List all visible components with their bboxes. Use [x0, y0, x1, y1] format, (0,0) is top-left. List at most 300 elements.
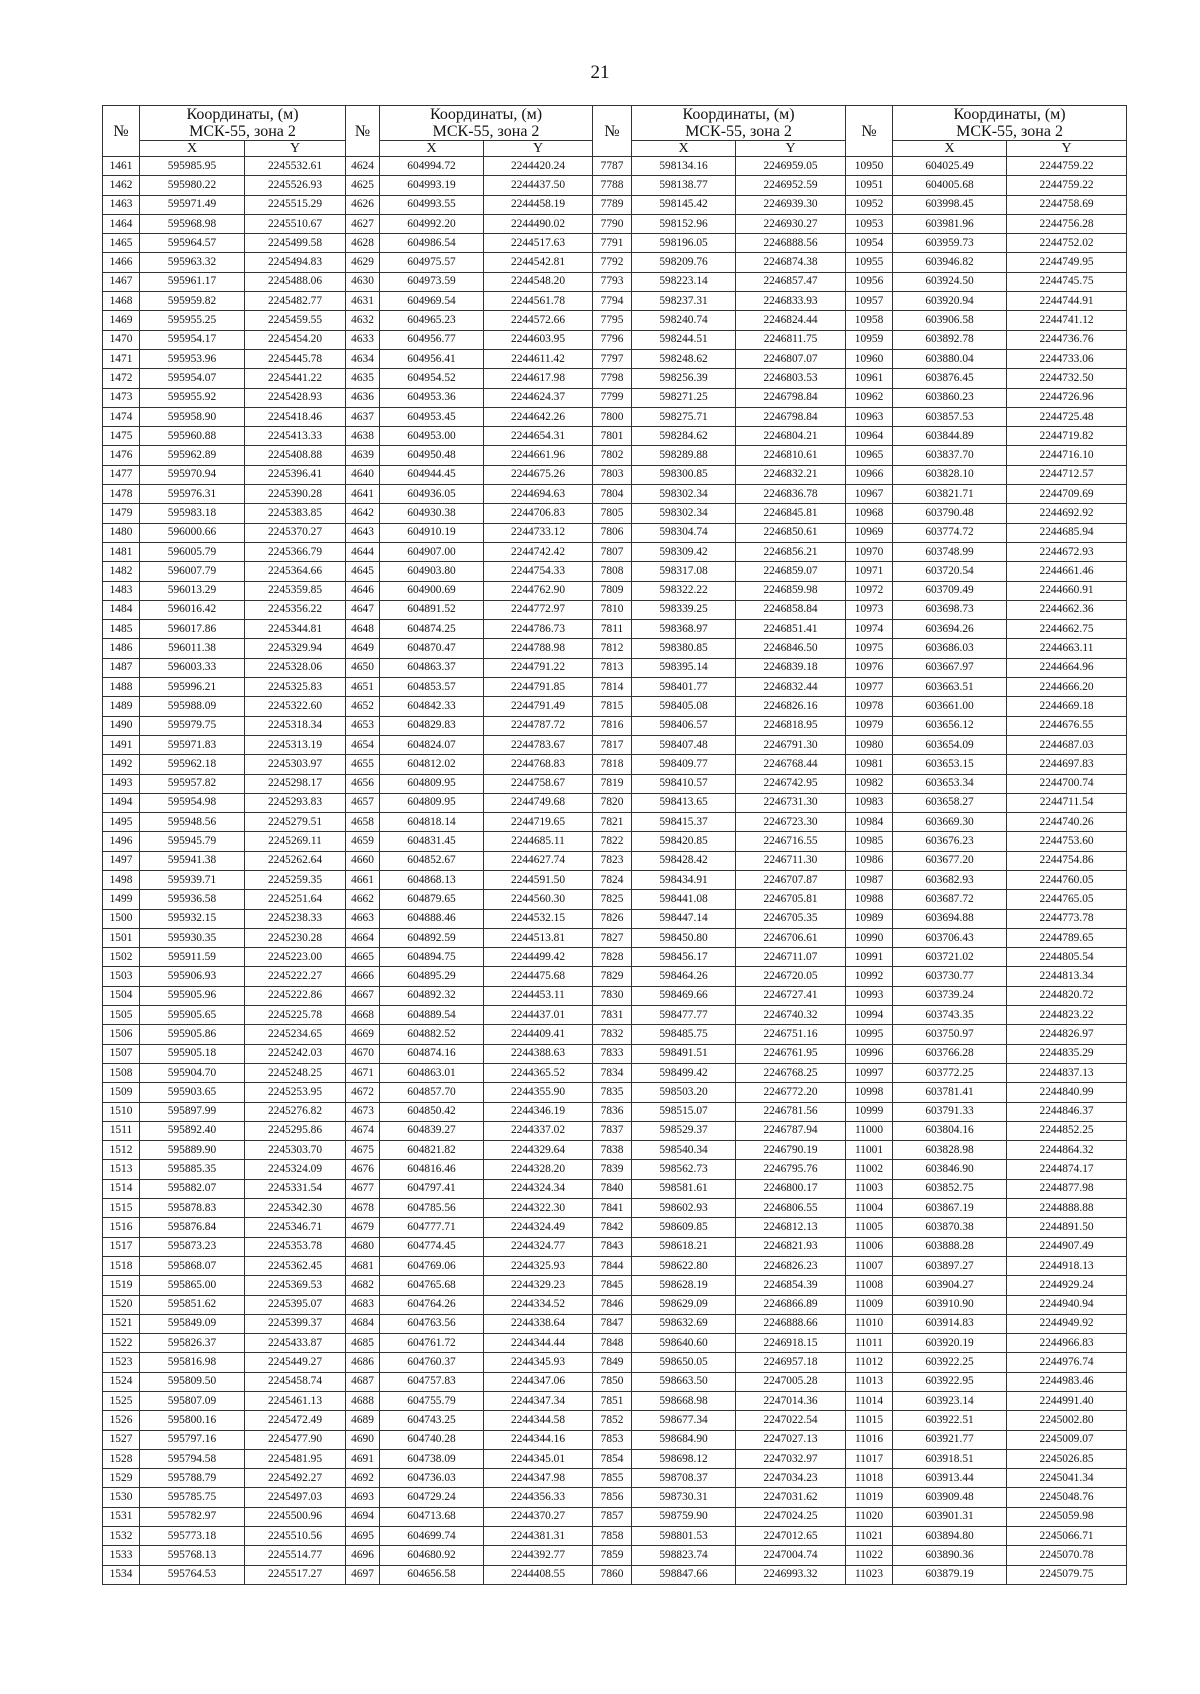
coord-x: 598244.51 — [632, 330, 736, 349]
point-number: 7808 — [593, 562, 632, 581]
coord-y: 2244733.12 — [484, 523, 593, 542]
coord-y: 2246959.05 — [736, 157, 846, 176]
coord-y: 2244772.97 — [484, 600, 593, 619]
coord-x: 595971.83 — [140, 735, 245, 754]
coord-y: 2244370.27 — [484, 1507, 593, 1526]
coord-y: 2245517.27 — [245, 1565, 346, 1584]
coord-y: 2244324.49 — [484, 1218, 593, 1237]
coord-y: 2246857.47 — [736, 272, 846, 291]
coord-x: 598847.66 — [632, 1565, 736, 1584]
coord-y: 2244759.22 — [1007, 176, 1127, 195]
point-number: 1496 — [103, 832, 140, 851]
coord-y: 2244355.90 — [484, 1083, 593, 1102]
coord-y: 2244725.48 — [1007, 407, 1127, 426]
coord-x: 603922.95 — [893, 1372, 1007, 1391]
coord-y: 2245500.96 — [245, 1507, 346, 1526]
coord-x: 595911.59 — [140, 948, 245, 967]
coord-y: 2244662.36 — [1007, 600, 1127, 619]
point-number: 11008 — [846, 1276, 893, 1295]
table-row — [103, 755, 1127, 774]
coord-x: 595985.95 — [140, 157, 245, 176]
coord-y: 2245293.83 — [245, 793, 346, 812]
coord-x: 598469.66 — [632, 986, 736, 1005]
coord-x: 598407.48 — [632, 735, 736, 754]
coord-x: 603739.24 — [893, 986, 1007, 1005]
point-number: 10982 — [846, 774, 893, 793]
point-number: 10990 — [846, 928, 893, 947]
point-number: 7829 — [593, 967, 632, 986]
coord-y: 2244709.69 — [1007, 485, 1127, 504]
coord-y: 2246930.27 — [736, 214, 846, 233]
point-number: 1481 — [103, 542, 140, 561]
point-number: 1503 — [103, 967, 140, 986]
coord-y: 2245298.17 — [245, 774, 346, 793]
coord-x: 603913.44 — [893, 1469, 1007, 1488]
table-row — [103, 485, 1127, 504]
coord-y: 2247024.25 — [736, 1507, 846, 1526]
coord-x: 604953.00 — [380, 427, 484, 446]
coord-y: 2244733.06 — [1007, 349, 1127, 368]
coord-x: 595882.07 — [140, 1179, 245, 1198]
coord-y: 2244768.83 — [484, 755, 593, 774]
coord-y: 2245222.27 — [245, 967, 346, 986]
point-number: 1521 — [103, 1314, 140, 1333]
point-number: 1465 — [103, 234, 140, 253]
coord-x: 598823.74 — [632, 1546, 736, 1565]
table-row — [103, 1488, 1127, 1507]
point-number: 4686 — [346, 1353, 380, 1372]
point-number: 7812 — [593, 639, 632, 658]
point-number: 4641 — [346, 485, 380, 504]
table-row — [103, 890, 1127, 909]
coord-x: 598684.90 — [632, 1430, 736, 1449]
coord-x: 603918.51 — [893, 1449, 1007, 1468]
point-number: 7825 — [593, 890, 632, 909]
coord-y: 2244591.50 — [484, 870, 593, 889]
coord-x: 604777.71 — [380, 1218, 484, 1237]
coord-x: 603828.10 — [893, 465, 1007, 484]
point-number: 4672 — [346, 1083, 380, 1102]
table-row — [103, 600, 1127, 619]
point-number: 7813 — [593, 658, 632, 677]
coord-x: 603852.75 — [893, 1179, 1007, 1198]
coord-y: 2244381.31 — [484, 1527, 593, 1546]
coord-x: 604969.54 — [380, 292, 484, 311]
point-number: 1471 — [103, 349, 140, 368]
table-row — [103, 1044, 1127, 1063]
coord-x: 604986.54 — [380, 234, 484, 253]
table-row — [103, 1160, 1127, 1179]
coord-x: 598401.77 — [632, 678, 736, 697]
point-number: 4651 — [346, 678, 380, 697]
point-number: 10988 — [846, 890, 893, 909]
coord-y: 2244740.26 — [1007, 813, 1127, 832]
point-number: 1519 — [103, 1276, 140, 1295]
coord-y: 2247005.28 — [736, 1372, 846, 1391]
point-number: 1492 — [103, 755, 140, 774]
coords-header — [893, 106, 1127, 141]
coord-y: 2245433.87 — [245, 1334, 346, 1353]
point-number: 4624 — [346, 157, 380, 176]
point-number: 4669 — [346, 1025, 380, 1044]
coord-x: 598618.21 — [632, 1237, 736, 1256]
coord-x: 604907.00 — [380, 542, 484, 561]
point-number: 10973 — [846, 600, 893, 619]
coord-x: 595980.22 — [140, 176, 245, 195]
coord-x: 595963.32 — [140, 253, 245, 272]
coord-x: 604831.45 — [380, 832, 484, 851]
coord-y: 2246833.93 — [736, 292, 846, 311]
coord-y: 2245276.82 — [245, 1102, 346, 1121]
point-number: 7828 — [593, 948, 632, 967]
point-number: 4680 — [346, 1237, 380, 1256]
coord-y: 2244949.92 — [1007, 1314, 1127, 1333]
coord-x: 604769.06 — [380, 1256, 484, 1275]
point-number: 1506 — [103, 1025, 140, 1044]
table-row — [103, 292, 1127, 311]
coord-y: 2244347.06 — [484, 1372, 593, 1391]
coord-y: 2244786.73 — [484, 620, 593, 639]
coord-y: 2246781.56 — [736, 1102, 846, 1121]
coord-x: 604812.02 — [380, 755, 484, 774]
coord-y: 2244365.52 — [484, 1063, 593, 1082]
coord-x: 604824.07 — [380, 735, 484, 754]
coord-x: 595873.23 — [140, 1237, 245, 1256]
coord-x: 604953.45 — [380, 407, 484, 426]
point-number: 10963 — [846, 407, 893, 426]
coord-x: 603667.97 — [893, 658, 1007, 677]
coord-y: 2244675.26 — [484, 465, 593, 484]
point-number: 7810 — [593, 600, 632, 619]
point-number: 10954 — [846, 234, 893, 253]
coord-y: 2244345.01 — [484, 1449, 593, 1468]
coord-y: 2246851.41 — [736, 620, 846, 639]
coord-x: 603709.49 — [893, 581, 1007, 600]
point-number: 1530 — [103, 1488, 140, 1507]
coord-y: 2244929.24 — [1007, 1276, 1127, 1295]
coord-x: 595876.84 — [140, 1218, 245, 1237]
coord-y: 2245362.45 — [245, 1256, 346, 1275]
point-number: 7797 — [593, 349, 632, 368]
coord-y: 2246795.76 — [736, 1160, 846, 1179]
point-number: 10966 — [846, 465, 893, 484]
point-number: 4693 — [346, 1488, 380, 1507]
coord-x: 595979.75 — [140, 716, 245, 735]
coord-y: 2244347.98 — [484, 1469, 593, 1488]
coord-x: 604993.19 — [380, 176, 484, 195]
point-number: 10992 — [846, 967, 893, 986]
point-number: 7799 — [593, 388, 632, 407]
point-number: 4683 — [346, 1295, 380, 1314]
point-number: 10962 — [846, 388, 893, 407]
point-number: 10965 — [846, 446, 893, 465]
coord-x: 603909.48 — [893, 1488, 1007, 1507]
coord-y: 2246832.44 — [736, 678, 846, 697]
point-number: 4674 — [346, 1121, 380, 1140]
coord-x: 595905.18 — [140, 1044, 245, 1063]
coord-y: 2245331.54 — [245, 1179, 346, 1198]
coord-y: 2244864.32 — [1007, 1141, 1127, 1160]
coord-x: 603998.45 — [893, 195, 1007, 214]
point-number: 10994 — [846, 1006, 893, 1025]
coord-y: 2246939.30 — [736, 195, 846, 214]
point-number: 11016 — [846, 1430, 893, 1449]
coord-y: 2244907.49 — [1007, 1237, 1127, 1256]
point-number: 7787 — [593, 157, 632, 176]
point-number: 1487 — [103, 658, 140, 677]
point-number: 1491 — [103, 735, 140, 754]
coord-x: 604868.13 — [380, 870, 484, 889]
coord-y: 2244672.93 — [1007, 542, 1127, 561]
point-number: 11000 — [846, 1121, 893, 1140]
coord-y: 2246845.81 — [736, 504, 846, 523]
coord-x: 603897.27 — [893, 1256, 1007, 1275]
coord-x: 598450.80 — [632, 928, 736, 947]
coord-x: 604895.29 — [380, 967, 484, 986]
coord-x: 604900.69 — [380, 581, 484, 600]
point-number: 11022 — [846, 1546, 893, 1565]
point-number: 1505 — [103, 1006, 140, 1025]
point-number: 10993 — [846, 986, 893, 1005]
coord-y: 2244826.97 — [1007, 1025, 1127, 1044]
point-number: 4682 — [346, 1276, 380, 1295]
point-number: 4695 — [346, 1527, 380, 1546]
point-number: 4685 — [346, 1334, 380, 1353]
table-row — [103, 407, 1127, 426]
coord-y: 2244661.96 — [484, 446, 593, 465]
coord-x: 596003.33 — [140, 658, 245, 677]
coord-y: 2245441.22 — [245, 369, 346, 388]
coord-y: 2244736.76 — [1007, 330, 1127, 349]
point-number: 4627 — [346, 214, 380, 233]
table-row — [103, 1392, 1127, 1411]
coord-x: 604992.20 — [380, 214, 484, 233]
point-number: 10952 — [846, 195, 893, 214]
point-number: 4658 — [346, 813, 380, 832]
point-number: 10972 — [846, 581, 893, 600]
coord-x: 603876.45 — [893, 369, 1007, 388]
coord-y: 2244700.74 — [1007, 774, 1127, 793]
coord-y: 2246811.75 — [736, 330, 846, 349]
num-header: № — [846, 106, 893, 157]
point-number: 1500 — [103, 909, 140, 928]
point-number: 10964 — [846, 427, 893, 446]
coord-x: 598406.57 — [632, 716, 736, 735]
coord-y: 2245344.81 — [245, 620, 346, 639]
table-row — [103, 349, 1127, 368]
coord-x: 604764.26 — [380, 1295, 484, 1314]
coord-y: 2244888.88 — [1007, 1199, 1127, 1218]
point-number: 4665 — [346, 948, 380, 967]
point-number: 4679 — [346, 1218, 380, 1237]
coord-x: 598640.60 — [632, 1334, 736, 1353]
point-number: 1490 — [103, 716, 140, 735]
point-number: 7794 — [593, 292, 632, 311]
point-number: 4657 — [346, 793, 380, 812]
coord-x: 603920.19 — [893, 1334, 1007, 1353]
coord-x: 598499.42 — [632, 1063, 736, 1082]
coord-y: 2245026.85 — [1007, 1449, 1127, 1468]
coord-y: 2245070.78 — [1007, 1546, 1127, 1565]
coord-y: 2244548.20 — [484, 272, 593, 291]
point-number: 11005 — [846, 1218, 893, 1237]
coord-y: 2246866.89 — [736, 1295, 846, 1314]
coord-x: 598322.22 — [632, 581, 736, 600]
point-number: 10976 — [846, 658, 893, 677]
coord-x: 598428.42 — [632, 851, 736, 870]
coord-y: 2247027.13 — [736, 1430, 846, 1449]
coord-y: 2244983.46 — [1007, 1372, 1127, 1391]
coord-x: 598145.42 — [632, 195, 736, 214]
coord-x: 603844.89 — [893, 427, 1007, 446]
point-number: 4630 — [346, 272, 380, 291]
coord-y: 2245510.56 — [245, 1527, 346, 1546]
point-number: 11015 — [846, 1411, 893, 1430]
point-number: 1474 — [103, 407, 140, 426]
point-number: 7856 — [593, 1488, 632, 1507]
coord-y: 2244745.75 — [1007, 272, 1127, 291]
coord-x: 604882.52 — [380, 1025, 484, 1044]
coord-y: 2244458.19 — [484, 195, 593, 214]
coord-y: 2245002.80 — [1007, 1411, 1127, 1430]
point-number: 7791 — [593, 234, 632, 253]
point-number: 7854 — [593, 1449, 632, 1468]
coord-x: 604863.37 — [380, 658, 484, 677]
table-row — [103, 465, 1127, 484]
coord-y: 2246761.95 — [736, 1044, 846, 1063]
coord-y: 2245458.74 — [245, 1372, 346, 1391]
coord-y: 2245413.33 — [245, 427, 346, 446]
coord-y: 2244532.15 — [484, 909, 593, 928]
coord-x: 604760.37 — [380, 1353, 484, 1372]
coord-y: 2244408.55 — [484, 1565, 593, 1584]
page-number: 21 — [590, 62, 610, 83]
coord-x: 603766.28 — [893, 1044, 1007, 1063]
point-number: 4631 — [346, 292, 380, 311]
point-number: 1478 — [103, 485, 140, 504]
coord-y: 2244617.98 — [484, 369, 593, 388]
coord-y: 2245408.88 — [245, 446, 346, 465]
coord-x: 598668.98 — [632, 1392, 736, 1411]
point-number: 7846 — [593, 1295, 632, 1314]
point-number: 10977 — [846, 678, 893, 697]
point-number: 1484 — [103, 600, 140, 619]
point-number: 7795 — [593, 311, 632, 330]
coord-x: 603654.09 — [893, 735, 1007, 754]
coord-x: 598289.88 — [632, 446, 736, 465]
coord-x: 598300.85 — [632, 465, 736, 484]
point-number: 4656 — [346, 774, 380, 793]
coord-x: 598223.14 — [632, 272, 736, 291]
coord-y: 2244662.75 — [1007, 620, 1127, 639]
point-number: 10985 — [846, 832, 893, 851]
point-number: 1473 — [103, 388, 140, 407]
coord-x: 595961.17 — [140, 272, 245, 291]
num-header: № — [103, 106, 140, 157]
y-header: Y — [1007, 141, 1127, 157]
coord-x: 595764.53 — [140, 1565, 245, 1584]
table-row — [103, 234, 1127, 253]
coord-x: 595988.09 — [140, 697, 245, 716]
table-row — [103, 388, 1127, 407]
coord-y: 2246731.30 — [736, 793, 846, 812]
coord-x: 604891.52 — [380, 600, 484, 619]
coord-y: 2244741.12 — [1007, 311, 1127, 330]
coords-header — [380, 106, 593, 141]
num-header: № — [346, 106, 380, 157]
coord-x: 603857.53 — [893, 407, 1007, 426]
coord-y: 2244409.41 — [484, 1025, 593, 1044]
coord-x: 595889.90 — [140, 1141, 245, 1160]
y-header: Y — [245, 141, 346, 157]
coord-y: 2246804.21 — [736, 427, 846, 446]
coord-x: 595807.09 — [140, 1392, 245, 1411]
coord-x: 598209.76 — [632, 253, 736, 272]
table-body — [103, 157, 1127, 1585]
table-row — [103, 639, 1127, 658]
coord-y: 2246858.84 — [736, 600, 846, 619]
point-number: 1488 — [103, 678, 140, 697]
coord-y: 2244676.55 — [1007, 716, 1127, 735]
point-number: 1511 — [103, 1121, 140, 1140]
coord-y: 2246723.30 — [736, 813, 846, 832]
point-number: 1534 — [103, 1565, 140, 1584]
coord-y: 2246859.98 — [736, 581, 846, 600]
coord-y: 2244711.54 — [1007, 793, 1127, 812]
point-number: 10999 — [846, 1102, 893, 1121]
table-row — [103, 1006, 1127, 1025]
table-row — [103, 427, 1127, 446]
table-row — [103, 1179, 1127, 1198]
point-number: 4645 — [346, 562, 380, 581]
coord-x: 603828.98 — [893, 1141, 1007, 1160]
coord-x: 604785.56 — [380, 1199, 484, 1218]
coord-y: 2245532.61 — [245, 157, 346, 176]
coord-x: 598562.73 — [632, 1160, 736, 1179]
point-number: 11006 — [846, 1237, 893, 1256]
coord-x: 604888.46 — [380, 909, 484, 928]
coord-x: 598515.07 — [632, 1102, 736, 1121]
coord-y: 2246818.95 — [736, 716, 846, 735]
coord-x: 603894.80 — [893, 1527, 1007, 1546]
coord-x: 603694.26 — [893, 620, 1007, 639]
coord-x: 604740.28 — [380, 1430, 484, 1449]
table-row — [103, 542, 1127, 561]
table-row — [103, 1218, 1127, 1237]
coord-y: 2245225.78 — [245, 1006, 346, 1025]
coord-y: 2245497.03 — [245, 1488, 346, 1507]
coord-x: 604936.05 — [380, 485, 484, 504]
coord-y: 2244846.37 — [1007, 1102, 1127, 1121]
table-row — [103, 620, 1127, 639]
point-number: 1508 — [103, 1063, 140, 1082]
coord-y: 2246800.17 — [736, 1179, 846, 1198]
coord-y: 2245041.34 — [1007, 1469, 1127, 1488]
coord-x: 598302.34 — [632, 504, 736, 523]
coord-y: 2244356.33 — [484, 1488, 593, 1507]
table-row — [103, 1527, 1127, 1546]
coord-x: 598256.39 — [632, 369, 736, 388]
table-row — [103, 1083, 1127, 1102]
point-number: 10959 — [846, 330, 893, 349]
coord-x: 603921.77 — [893, 1430, 1007, 1449]
coord-y: 2245009.07 — [1007, 1430, 1127, 1449]
coord-y: 2245234.65 — [245, 1025, 346, 1044]
point-number: 7826 — [593, 909, 632, 928]
point-number: 7789 — [593, 195, 632, 214]
coord-y: 2244453.11 — [484, 986, 593, 1005]
point-number: 7860 — [593, 1565, 632, 1584]
